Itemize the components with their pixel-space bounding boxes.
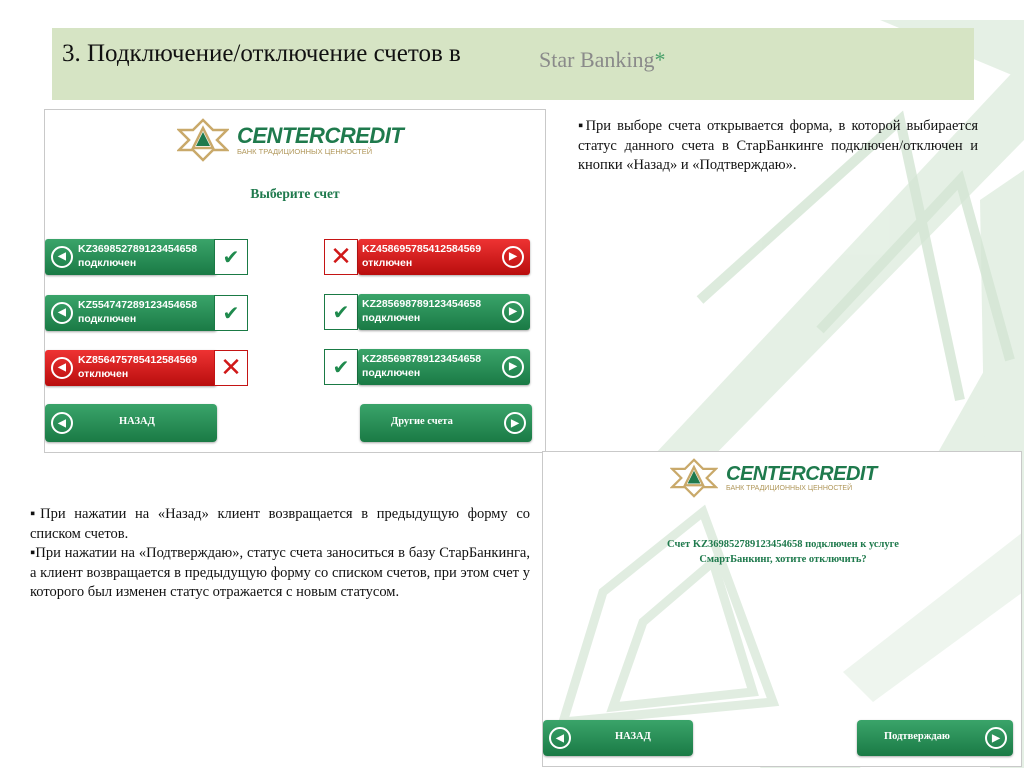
description-actions — [30, 505, 530, 603]
confirm-label: Подтверждаю — [884, 731, 950, 742]
brand-asterisk: * — [654, 47, 666, 72]
slide-title: 3. Подключение/отключение счетов в — [62, 40, 461, 67]
account-button-right-3[interactable] — [358, 349, 530, 385]
logo-emblem-icon — [670, 458, 718, 498]
back-button[interactable] — [45, 404, 217, 442]
bank-logo — [670, 458, 877, 498]
account-number: KZ285698789123454658 — [362, 298, 482, 310]
account-number: KZ369852789123454658 — [78, 243, 198, 255]
arrow-right-icon: ▶ — [502, 356, 524, 378]
logo-emblem-icon — [177, 118, 229, 162]
account-info — [78, 353, 197, 381]
confirmation-message-line1: Счет KZ369852789123454658 подключен к услуге — [667, 539, 899, 550]
logo-tagline: БАНК ТРАДИЦИОННЫХ ЦЕННОСТЕЙ — [726, 485, 853, 492]
account-info — [78, 242, 197, 270]
account-button-left-2[interactable] — [45, 295, 217, 331]
account-number: KZ554747289123454658 — [78, 299, 198, 311]
check-mark-icon: ✔ — [324, 349, 358, 385]
screen-background-decoration — [543, 472, 1022, 762]
account-button-left-3[interactable] — [45, 350, 217, 386]
arrow-right-icon: ▶ — [502, 246, 524, 268]
account-status: подключен — [78, 257, 137, 270]
other-accounts-button[interactable] — [360, 404, 532, 442]
back-button[interactable] — [543, 720, 693, 756]
check-mark-icon: ✔ — [324, 294, 358, 330]
arrow-left-icon: ◀ — [51, 357, 73, 379]
description-confirm: ▪При нажатии на «Подтверждаю», статус счета заноситься в базу СтарБанкинга, а клиент возвращается в предыдущую форму со списком счетов, при этом счет у которого был изменен статус отражается с новым статусом. — [30, 545, 530, 601]
account-number: KZ285698789123454658 — [362, 353, 482, 365]
account-button-right-2[interactable] — [358, 294, 530, 330]
brand-text: Star Banking — [539, 47, 655, 72]
description-back: ▪При нажатии на «Назад» клиент возвращается в предыдущую форму со списком счетов. — [30, 506, 530, 542]
bank-logo — [177, 118, 403, 162]
account-button-left-1[interactable] — [45, 239, 217, 275]
check-mark-icon: ✔ — [214, 239, 248, 275]
other-accounts-label: Другие счета — [391, 416, 453, 427]
arrow-right-icon: ▶ — [985, 727, 1007, 749]
arrow-left-icon: ◀ — [549, 727, 571, 749]
confirmation-screen — [542, 451, 1022, 767]
back-label: НАЗАД — [119, 416, 155, 427]
account-status: подключен — [362, 367, 421, 380]
logo-name: CENTERCREDIT — [726, 463, 877, 485]
account-info — [78, 298, 197, 326]
slide-title-bar — [52, 28, 974, 100]
account-selection-screen — [44, 109, 546, 453]
cross-mark-icon: ✕ — [214, 350, 248, 386]
logo-text — [237, 122, 404, 156]
account-status: отключен — [362, 257, 413, 270]
check-mark-icon: ✔ — [214, 295, 248, 331]
account-number: KZ458695785412584569 — [362, 243, 482, 255]
account-info — [362, 242, 481, 270]
account-number: KZ856475785412584569 — [78, 354, 198, 366]
arrow-left-icon: ◀ — [51, 246, 73, 268]
account-button-right-1[interactable] — [358, 239, 530, 275]
logo-text — [726, 464, 877, 492]
arrow-left-icon: ◀ — [51, 412, 73, 434]
confirmation-message-line2: СмартБанкинг, хотите отключить? — [699, 554, 867, 566]
slide-title-brand — [539, 47, 666, 73]
account-info — [362, 297, 481, 325]
description-selection: ▪При выборе счета открывается форма, в которой выбирается статус данного счета в СтарБанкинге подключен/отключен и кнопки «Назад» и «Подтверждаю». — [578, 118, 978, 174]
confirmation-message — [613, 537, 953, 567]
account-status: отключен — [78, 368, 129, 381]
account-status: подключен — [362, 312, 421, 325]
arrow-right-icon: ▶ — [502, 301, 524, 323]
cross-mark-icon: ✕ — [324, 239, 358, 275]
arrow-left-icon: ◀ — [51, 302, 73, 324]
account-status: подключен — [78, 313, 137, 326]
confirm-button[interactable] — [857, 720, 1013, 756]
logo-name: CENTERCREDIT — [237, 122, 404, 148]
select-account-heading: Выберите счет — [250, 186, 340, 201]
arrow-right-icon: ▶ — [504, 412, 526, 434]
back-label: НАЗАД — [615, 731, 651, 742]
logo-tagline: БАНК ТРАДИЦИОННЫХ ЦЕННОСТЕЙ — [237, 146, 373, 156]
account-info — [362, 352, 481, 380]
